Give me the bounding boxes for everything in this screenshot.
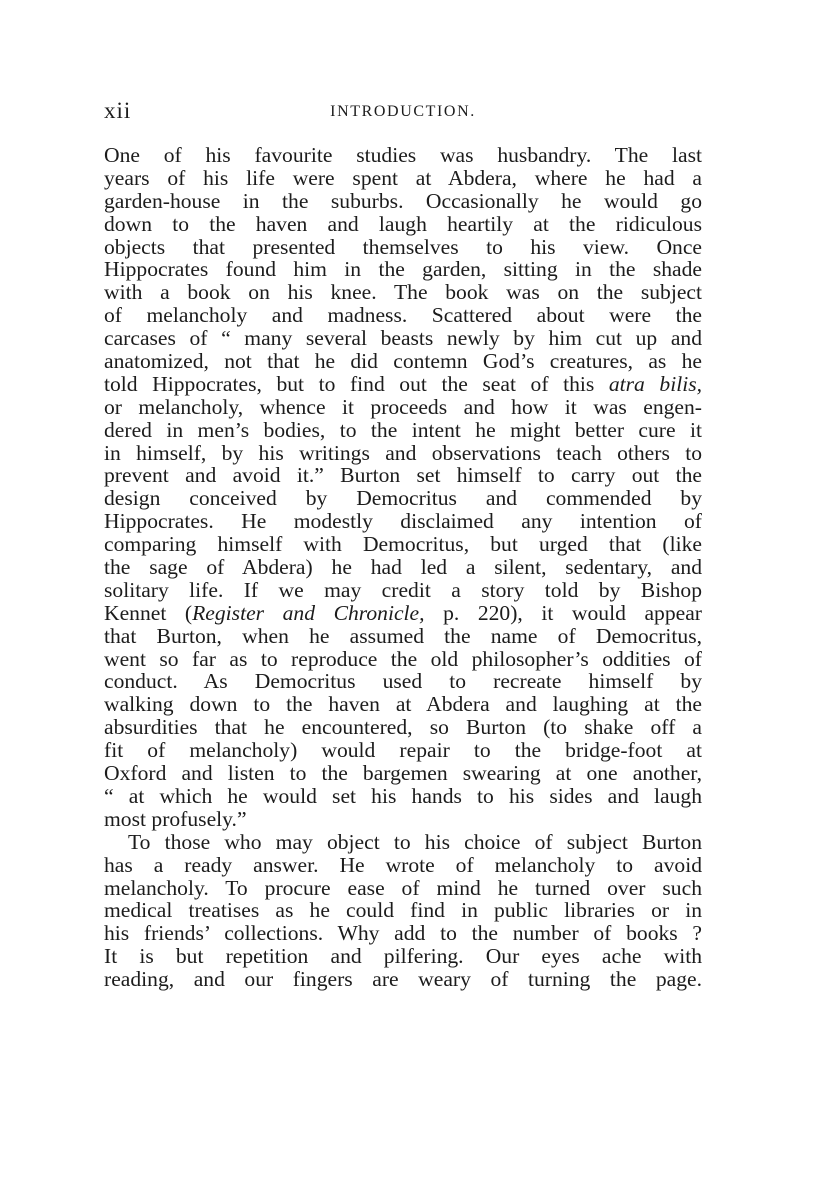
text-line: reading, and our fingers are weary of turning the page. (104, 967, 702, 992)
paragraph (104, 144, 702, 831)
text-line: or melancholy, whence it proceeds and how it was engen- (104, 394, 702, 419)
running-head (104, 96, 702, 126)
text-line: Hippocrates. He modestly disclaimed any intention of (104, 509, 702, 534)
text-line: medical treatises as he could find in public libraries or in (104, 898, 702, 923)
text-line: melancholy. To procure ease of mind he turned over such (104, 875, 702, 900)
text-line: that Burton, when he assumed the name of Democritus, (104, 623, 702, 648)
running-title: INTRODUCTION. (330, 103, 476, 120)
text-line: the sage of Abdera) he had led a silent, sedentary, and (104, 555, 702, 580)
text-line: most profusely.” (104, 806, 247, 831)
text-line: garden-house in the suburbs. Occasionally he would go (104, 188, 702, 213)
text-line: absurdities that he encountered, so Burton (to shake off a (104, 715, 702, 740)
text-line: “ at which he would set his hands to his sides and laugh (104, 783, 702, 808)
text-line: with a book on his knee. The book was on the subject (104, 280, 702, 305)
text-line: One of his favourite studies was husbandry. The last (104, 143, 702, 167)
text-line: anatomized, not that he did contemn God’s creatures, as he (104, 349, 702, 374)
text-line: objects that presented themselves to his view. Once (104, 234, 702, 259)
text-line: in himself, by his writings and observations teach others to (104, 440, 702, 465)
text-line: prevent and avoid it.” Burton set himself to carry out the (104, 463, 702, 488)
text-line: his friends’ collections. Why add to the number of books ? (104, 921, 702, 946)
text-line: carcases of “ many several beasts newly by him cut up and (104, 326, 702, 351)
italic-title: Register and Chronicle, (192, 600, 425, 625)
text-line: walking down to the haven at Abdera and laughing at the (104, 692, 702, 717)
paragraph (104, 831, 702, 991)
text-line: went so far as to reproduce the old philosopher’s oddities of (104, 646, 702, 671)
text-line: Oxford and listen to the bargemen swearing at one another, (104, 761, 702, 786)
body-text (104, 144, 702, 991)
text-line: fit of melancholy) would repair to the bridge-foot at (104, 738, 702, 763)
text-line: has a ready answer. He wrote of melancholy to avoid (104, 852, 702, 877)
text-line: of melancholy and madness. Scattered about were the (104, 303, 702, 328)
italic-phrase: atra bilis, (608, 371, 702, 396)
text-line: To those who may object to his choice of subject Burton (128, 829, 702, 854)
text-line: told Hippocrates, but to find out the seat of this atra bilis, (104, 371, 702, 396)
text-line: It is but repetition and pilfering. Our eyes ache with (104, 944, 702, 969)
text-line: Kennet (Register and Chronicle, p. 220), it would appear (104, 600, 702, 625)
text-line: Hippocrates found him in the garden, sitting in the shade (104, 257, 702, 282)
text-line: dered in men’s bodies, to the intent he might better cure it (104, 417, 702, 442)
text-line: down to the haven and laugh heartily at the ridiculous (104, 211, 702, 236)
text-line: comparing himself with Democritus, but urged that (like (104, 532, 702, 557)
page-number: xii (104, 98, 132, 123)
text-line: design conceived by Democritus and commended by (104, 486, 702, 511)
text-line: years of his life were spent at Abdera, where he had a (104, 165, 702, 190)
text-line: conduct. As Democritus used to recreate himself by (104, 669, 702, 694)
text-line: solitary life. If we may credit a story told by Bishop (104, 577, 702, 602)
